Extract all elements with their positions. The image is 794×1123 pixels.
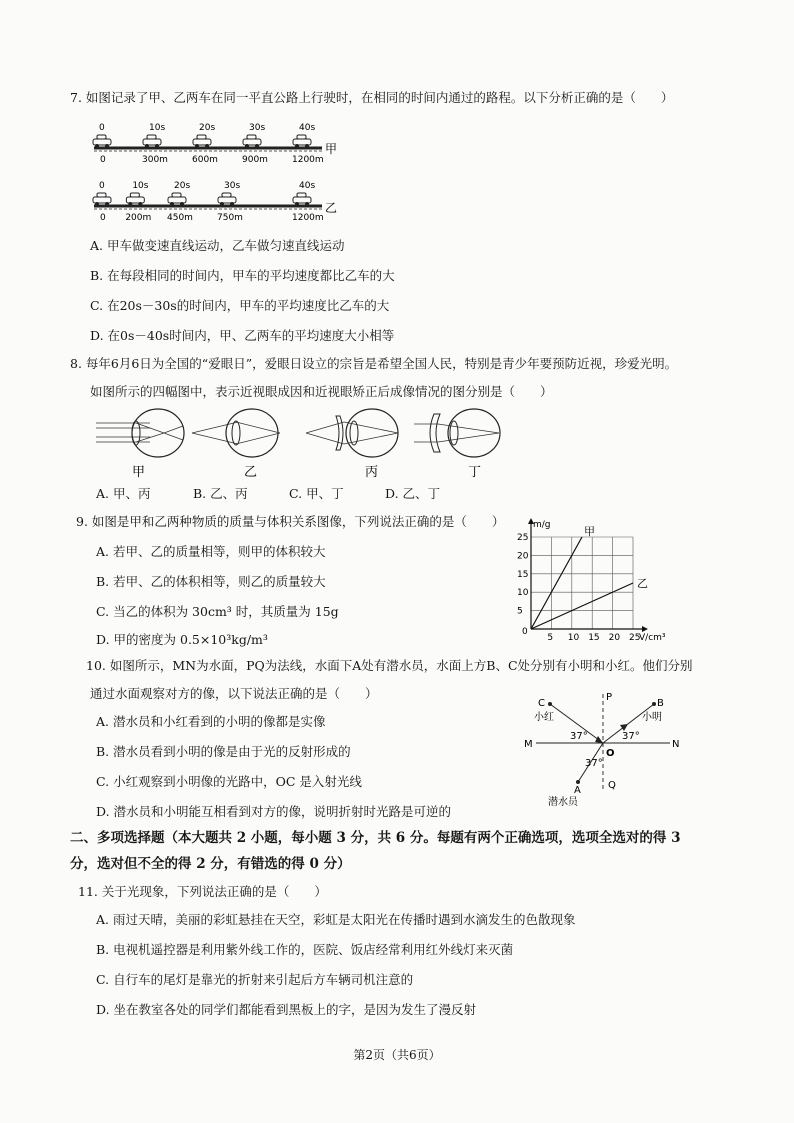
chart-xlabel: V/cm³ xyxy=(639,633,666,643)
car-icon xyxy=(93,135,111,148)
car-a-distance-label: 1200m xyxy=(292,155,324,165)
car-a-label: 甲 xyxy=(325,142,338,156)
label-p: P xyxy=(606,692,613,703)
car-b-time-label: 40s xyxy=(299,181,316,191)
car-icon xyxy=(243,135,261,148)
car-a-distance-label: 300m xyxy=(142,155,168,165)
x-tick-label: 15 xyxy=(588,633,600,643)
car-a-distance-label: 600m xyxy=(192,155,218,165)
q8-option-d: D. 乙、丁 xyxy=(385,486,441,501)
q7-option-c: C. 在20s－30s的时间内，甲车的平均速度比乙车的大 xyxy=(90,298,390,313)
eye-figure-yi xyxy=(192,409,280,457)
q11-option-d: D. 坐在教室各处的同学们都能看到黑板上的字，是因为发生了漫反射 xyxy=(96,1002,477,1017)
q9-option-b: B. 若甲、乙的体积相等，则乙的质量较大 xyxy=(96,574,326,589)
car-b-distance-label: 1200m xyxy=(292,213,324,223)
mass-volume-chart xyxy=(505,515,675,645)
q7-option-a: A. 甲车做变速直线运动，乙车做匀速直线运动 xyxy=(90,238,345,253)
label-a: A xyxy=(574,785,581,796)
car-b-distance-label: 450m xyxy=(167,213,193,223)
q9-option-c: C. 当乙的体积为 30cm³ 时，其质量为 15g xyxy=(96,604,339,619)
series-label: 乙 xyxy=(637,577,648,590)
car-a-time-label: 0 xyxy=(99,123,105,133)
page-footer: 第2页（共6页） xyxy=(353,1048,441,1062)
q10-option-c: C. 小红观察到小明像的光路中，OC 是入射光线 xyxy=(96,774,362,789)
y-tick-label: 15 xyxy=(517,569,529,580)
label-m: M xyxy=(524,739,533,750)
label-b: B xyxy=(657,698,664,709)
car-a-distance-label: 900m xyxy=(242,155,268,165)
label-angle-right: 37° xyxy=(622,731,640,742)
q7-stem: 7. 如图记录了甲、乙两车在同一平直公路上行驶时，在相同的时间内通过的路程。以下分析正确的是（ ） xyxy=(70,90,674,105)
x-tick-label: 25 xyxy=(629,633,641,643)
y-tick-label: 5 xyxy=(517,606,523,617)
car-icon xyxy=(143,135,161,148)
q7-option-b: B. 在每段相同的时间内，甲车的平均速度都比乙车的大 xyxy=(90,268,395,283)
car-icon xyxy=(93,193,111,206)
car-icon xyxy=(126,193,144,206)
car-a-time-label: 10s xyxy=(149,123,166,133)
q10-refraction-figure xyxy=(518,690,688,810)
y-tick-label: 25 xyxy=(517,533,529,543)
chart-ylabel: m/g xyxy=(533,520,551,530)
car-b-distance-label: 200m xyxy=(125,213,152,223)
car-icon xyxy=(293,193,311,206)
q10-option-d: D. 潜水员和小明能互相看到对方的像，说明折射时光路是可逆的 xyxy=(96,804,452,819)
car-b-time-label: 0 xyxy=(99,181,105,191)
q8-option-b: B. 乙、丙 xyxy=(193,486,248,501)
eye-label-ding: 丁 xyxy=(468,465,482,478)
section2-heading-line2: 分，选对但不全的得 2 分，有错选的得 0 分） xyxy=(70,856,351,872)
car-b-time-label: 10s xyxy=(132,181,149,191)
car-b-time-label: 20s xyxy=(174,181,191,191)
label-xiaohong: 小红 xyxy=(534,712,554,723)
label-angle-down: 37° xyxy=(585,758,603,769)
series-label: 甲 xyxy=(584,525,595,538)
q8-eye-figures xyxy=(92,408,512,478)
q9-option-d: D. 甲的密度为 0.5×10³kg/m³ xyxy=(96,632,268,647)
car-a-distance-label: 0 xyxy=(100,155,106,165)
x-tick-label: 10 xyxy=(567,633,580,643)
q11-option-a: A. 雨过天晴，美丽的彩虹悬挂在天空，彩虹是太阳光在传播时遇到水滴发生的色散现象 xyxy=(96,912,576,927)
q11-stem: 11. 关于光现象，下列说法正确的是（ ） xyxy=(78,884,327,899)
x-tick-label: 5 xyxy=(547,633,554,643)
q10-option-a: A. 潜水员和小红看到的小明的像都是实像 xyxy=(96,714,326,729)
q9-option-a: A. 若甲、乙的质量相等，则甲的体积较大 xyxy=(96,544,326,559)
eye-figure-jia xyxy=(96,409,184,457)
label-angle-left: 37° xyxy=(570,731,588,742)
car-a-time-label: 20s xyxy=(199,123,216,133)
car-a-time-label: 30s xyxy=(249,123,266,133)
y-tick-label: 10 xyxy=(517,588,529,599)
q11-option-b: B. 电视机遥控器是利用紫外线工作的，医院、饭店经常利用红外线灯来灭菌 xyxy=(96,942,514,957)
label-diver: 潜水员 xyxy=(548,797,578,808)
q9-stem: 9. 如图是甲和乙两种物质的质量与体积关系图像，下列说法正确的是（ ） xyxy=(76,514,505,529)
chart-origin: 0 xyxy=(522,627,528,637)
label-o: O xyxy=(606,748,615,759)
car-b-label: 乙 xyxy=(325,201,338,215)
label-c: C xyxy=(538,698,545,709)
q8-option-c: C. 甲、丁 xyxy=(289,486,344,501)
series-line-0 xyxy=(531,537,582,629)
series-line-1 xyxy=(531,583,633,629)
q7-option-d: D. 在0s－40s时间内，甲、乙两车的平均速度大小相等 xyxy=(90,328,395,343)
x-tick-label: 20 xyxy=(608,633,621,643)
q10-stem-line2: 通过水面观察对方的像，以下说法正确的是（ ） xyxy=(90,686,378,701)
car-icon xyxy=(193,135,211,148)
car-b-distance-label: 750m xyxy=(217,213,243,223)
car-a-time-label: 40s xyxy=(299,123,316,133)
car-b-distance-label: 0 xyxy=(100,213,106,223)
q10-stem-line1: 10. 如图所示，MN为水面，PQ为法线，水面下A处有潜水员，水面上方B、C处分别有小明和小红。他们分别 xyxy=(86,658,693,673)
q11-option-c: C. 自行车的尾灯是靠光的折射来引起后方车辆司机注意的 xyxy=(96,972,414,987)
label-xiaoming: 小明 xyxy=(642,712,662,723)
eye-label-yi: 乙 xyxy=(244,465,258,478)
q8-stem-line2: 如图所示的四幅图中，表示近视眼成因和近视眼矫正后成像情况的图分别是（ ） xyxy=(90,384,553,399)
q7-car-diagram xyxy=(92,114,342,226)
x-axis-arrow xyxy=(642,626,648,632)
q8-option-a: A. 甲、丙 xyxy=(96,486,151,501)
car-icon xyxy=(293,135,311,148)
section2-heading-line1: 二、多项选择题（本大题共 2 小题，每小题 3 分，共 6 分。每题有两个正确选项，选项全选对的得 3 xyxy=(70,830,681,846)
eye-figure-bing xyxy=(306,409,398,457)
y-tick-label: 20 xyxy=(517,551,529,562)
eye-figure-ding xyxy=(414,409,500,457)
label-n: N xyxy=(672,739,680,750)
car-icon xyxy=(218,193,236,206)
eye-label-bing: 丙 xyxy=(365,465,379,478)
eye-label-jia: 甲 xyxy=(132,465,146,478)
label-q: Q xyxy=(608,780,616,791)
q8-stem-line1: 8. 每年6月6日为全国的“爱眼日”，爱眼日设立的宗旨是希望全国人民，特别是青少年要预防近视，珍爱光明。 xyxy=(70,356,678,371)
car-b-time-label: 30s xyxy=(224,181,241,191)
car-icon xyxy=(168,193,186,206)
q10-option-b: B. 潜水员看到小明的像是由于光的反射形成的 xyxy=(96,744,351,759)
